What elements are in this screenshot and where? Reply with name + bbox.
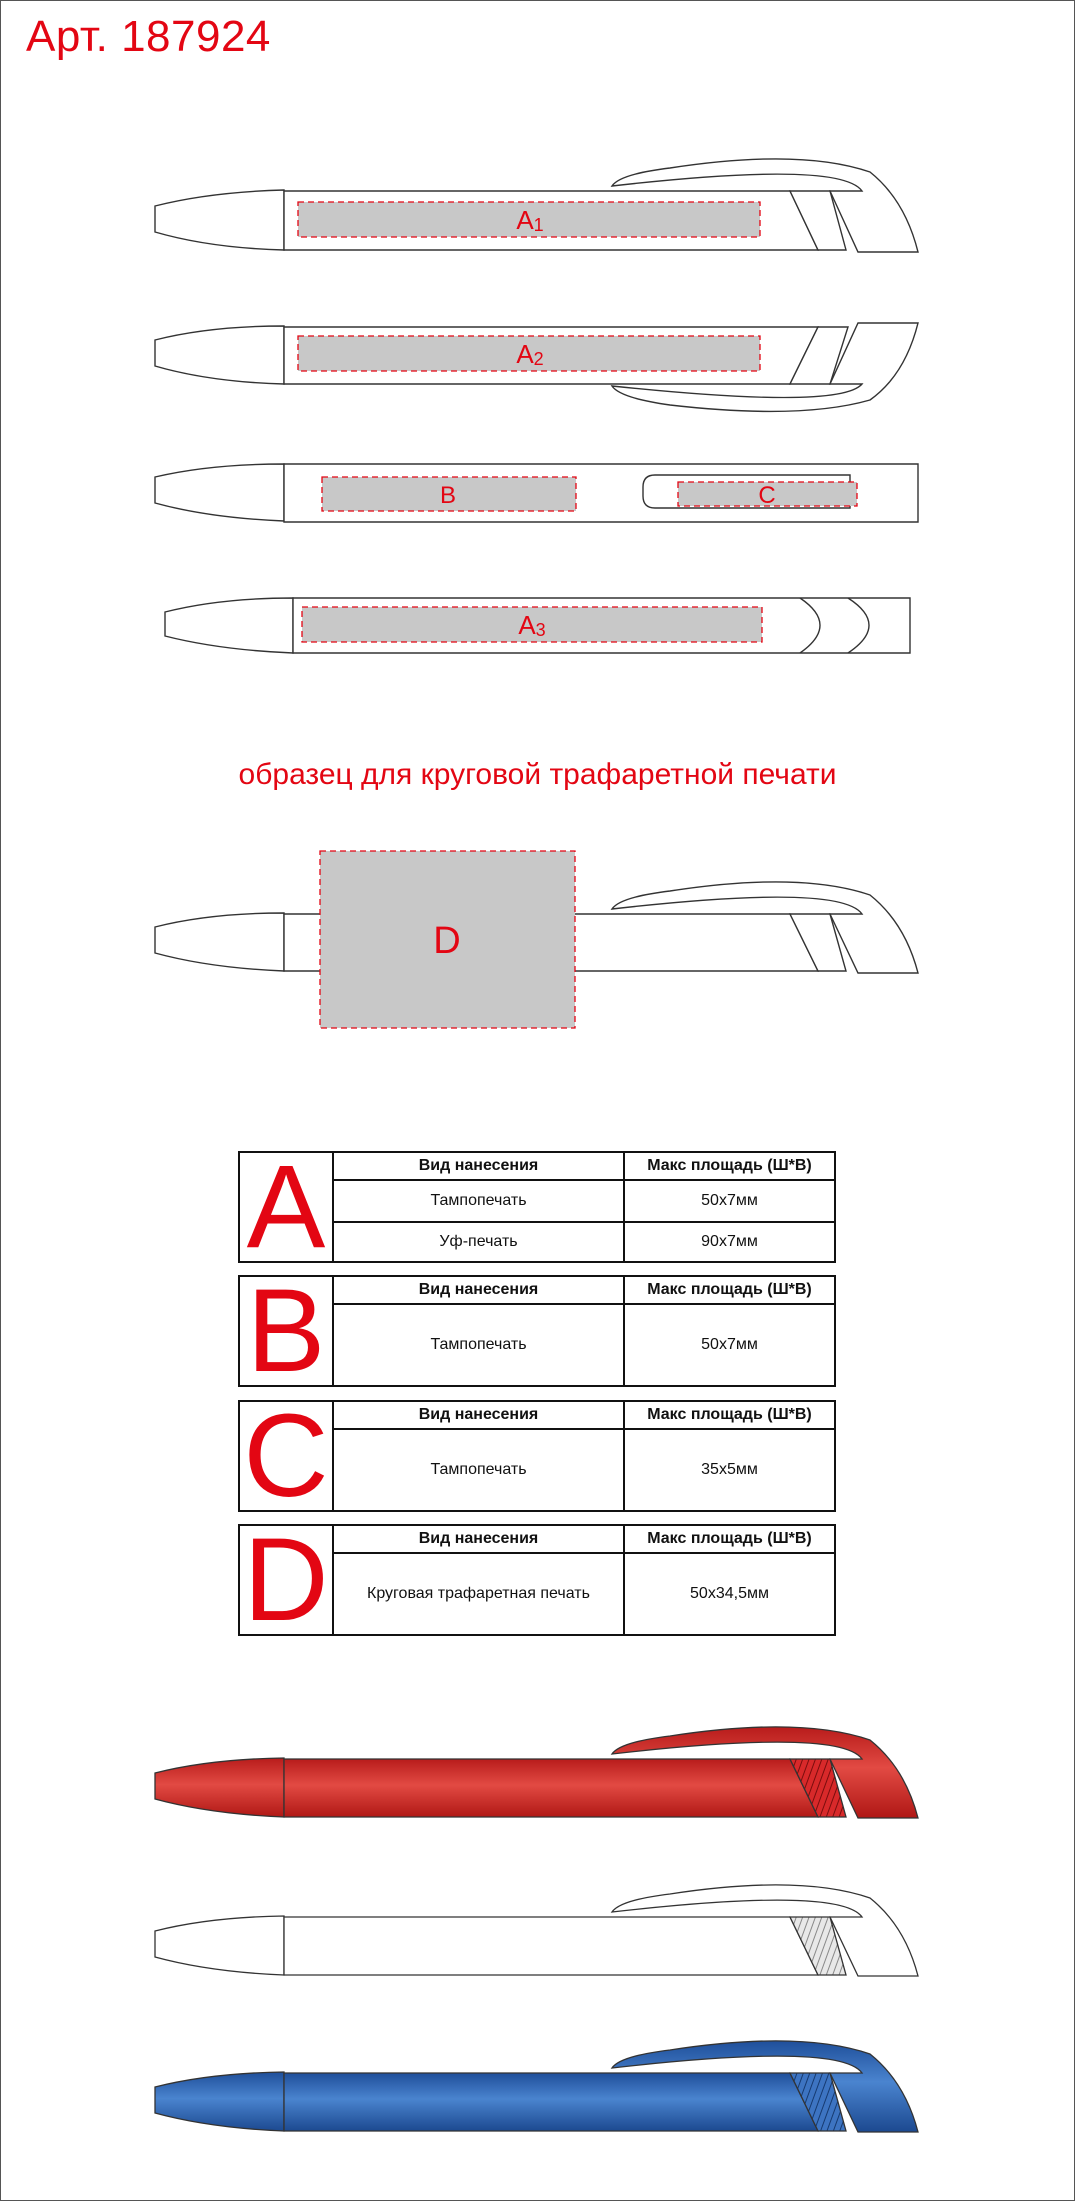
spec-grid (334, 1153, 834, 1261)
spec-letter: D (240, 1526, 334, 1634)
header-method: Вид нанесения (334, 1526, 624, 1553)
header-method: Вид нанесения (334, 1153, 624, 1180)
spec-grid (334, 1277, 834, 1385)
area-cell: 50х34,5мм (624, 1553, 834, 1634)
pen-bottom-view (165, 598, 910, 653)
spec-letter: C (240, 1402, 334, 1510)
spec-letter: B (240, 1277, 334, 1385)
zone-label-a3: A3 (518, 610, 546, 640)
pen-variant-red (155, 1727, 918, 1818)
spec-table-a (238, 1141, 836, 1273)
spec-table-b (238, 1265, 836, 1397)
method-cell: Тампопечать (334, 1429, 624, 1510)
spec-table-c (238, 1390, 836, 1522)
method-cell: Круговая трафаретная печать (334, 1553, 624, 1634)
spec-grid (334, 1402, 834, 1510)
zone-label-b: B (439, 482, 457, 509)
zone-label-a1: A1 (516, 205, 544, 235)
zone-label-c: C (758, 482, 776, 509)
method-cell: Тампопечать (334, 1304, 624, 1385)
area-cell: 90х7мм (624, 1222, 834, 1261)
pen-variant-blue (155, 2041, 918, 2132)
circular-print-caption: образец для круговой трафаретной печати (238, 758, 837, 791)
spec-table-d (238, 1514, 836, 1646)
article-title: Арт. 187924 (26, 12, 271, 61)
pen-top-view (155, 464, 918, 522)
header-area: Макс площадь (Ш*В) (624, 1526, 834, 1553)
spec-grid (334, 1526, 834, 1634)
zone-label-d: D (433, 920, 461, 962)
pen-variant-white (155, 1885, 918, 1976)
area-cell: 50х7мм (624, 1180, 834, 1222)
pen-back-view (155, 323, 918, 411)
pen-circular-print (155, 851, 918, 1028)
pen-schematics (0, 0, 1075, 1100)
header-area: Макс площадь (Ш*В) (624, 1153, 834, 1180)
pen-color-variants (0, 1700, 1075, 2140)
method-cell: Тампопечать (334, 1180, 624, 1222)
area-cell: 50х7мм (624, 1304, 834, 1385)
header-area: Макс площадь (Ш*В) (624, 1402, 834, 1429)
header-area: Макс площадь (Ш*В) (624, 1277, 834, 1304)
spec-letter: A (240, 1153, 334, 1261)
pen-front-view (155, 159, 918, 252)
zone-label-a2: A2 (516, 339, 544, 369)
area-cell: 35х5мм (624, 1429, 834, 1510)
header-method: Вид нанесения (334, 1277, 624, 1304)
header-method: Вид нанесения (334, 1402, 624, 1429)
method-cell: Уф-печать (334, 1222, 624, 1261)
